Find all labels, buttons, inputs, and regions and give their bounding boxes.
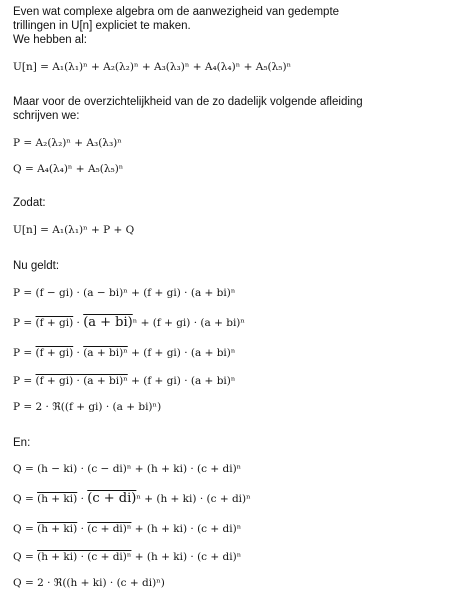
conjugate-term-1: (h + ki) [37, 523, 78, 535]
equation-p-definition: P = A₂(λ₂)ⁿ + A₃(λ₃)ⁿ [13, 137, 122, 149]
equation-q-step-3 [13, 522, 241, 536]
equation-q-step-2 [13, 492, 251, 506]
paragraph-2-line-2: schrijven we: [13, 110, 80, 122]
equation-p-step-3-lhs: P = [13, 347, 36, 359]
intro-line-3: We hebben al: [13, 34, 87, 46]
paragraph-zodat: Zodat: [13, 197, 46, 209]
equation-p-step-3-rest: + (f + gi) · (a + bi)ⁿ [127, 347, 236, 359]
equation-p-step-2 [13, 316, 245, 330]
dot-operator: · [77, 523, 88, 535]
dot-operator: · [73, 347, 84, 359]
equation-u-short: U[n] = A₁(λ₁)ⁿ + P + Q [13, 224, 135, 236]
conjugate-term-2: (a + bi)ⁿ [83, 347, 128, 359]
conjugate-term-2: (c + di) [87, 491, 137, 506]
equation-u-full: U[n] = A₁(λ₁)ⁿ + A₂(λ₂)ⁿ + A₃(λ₃)ⁿ + A₄(λ₄)ⁿ + A₅(λ₅)ⁿ [13, 61, 292, 73]
conjugate-term-1: (f + gi) [35, 317, 74, 329]
equation-q-step-4-lhs: Q = [13, 551, 38, 563]
dot-operator: · [73, 317, 84, 329]
equation-q-result: Q = 2 · ℜ((h + ki) · (c + di)ⁿ) [13, 577, 165, 589]
conjugate-term-2: (a + bi) [83, 315, 133, 330]
equation-q-step-1: Q = (h − ki) · (c − di)ⁿ + (h + ki) · (c + di)ⁿ [13, 463, 242, 475]
equation-q-step-4 [13, 550, 241, 564]
conjugate-term-1: (f + gi) [35, 347, 74, 359]
conjugate-term-1: (h + ki) [37, 493, 78, 505]
equation-p-result: P = 2 · ℜ((f + gi) · (a + bi)ⁿ) [13, 401, 162, 413]
equation-q-step-3-rest: + (h + ki) · (c + di)ⁿ [131, 523, 242, 535]
equation-q-step-2-rest: ⁿ + (h + ki) · (c + di)ⁿ [136, 493, 251, 505]
equation-q-step-2-lhs: Q = [13, 493, 38, 505]
paragraph-en: En: [13, 437, 31, 449]
conjugate-product: (f + gi) · (a + bi)ⁿ [35, 375, 128, 387]
equation-p-step-1: P = (f − gi) · (a − bi)ⁿ + (f + gi) · (a + bi)ⁿ [13, 287, 236, 299]
intro-line-2: trillingen in U[n] expliciet te maken. [13, 20, 191, 32]
intro-line-1: Even wat complexe algebra om de aanwezigheid van gedempte [13, 6, 340, 18]
dot-operator: · [77, 493, 88, 505]
equation-p-step-4-rest: + (f + gi) · (a + bi)ⁿ [127, 375, 236, 387]
equation-p-step-4-lhs: P = [13, 375, 36, 387]
conjugate-product: (h + ki) · (c + di)ⁿ [37, 551, 132, 563]
equation-q-step-4-rest: + (h + ki) · (c + di)ⁿ [131, 551, 242, 563]
conjugate-term-2: (c + di)ⁿ [87, 523, 132, 535]
equation-p-step-2-rest: ⁿ + (f + gi) · (a + bi)ⁿ [132, 317, 245, 329]
paragraph-nu-geldt: Nu geldt: [13, 260, 60, 272]
equation-p-step-3 [13, 346, 235, 360]
paragraph-2-line-1: Maar voor de overzichtelijkheid van de zo dadelijk volgende afleiding [13, 96, 363, 108]
equation-p-step-4 [13, 374, 235, 388]
equation-p-step-2-lhs: P = [13, 317, 36, 329]
equation-q-step-3-lhs: Q = [13, 523, 38, 535]
equation-q-definition: Q = A₄(λ₄)ⁿ + A₅(λ₅)ⁿ [13, 163, 124, 175]
